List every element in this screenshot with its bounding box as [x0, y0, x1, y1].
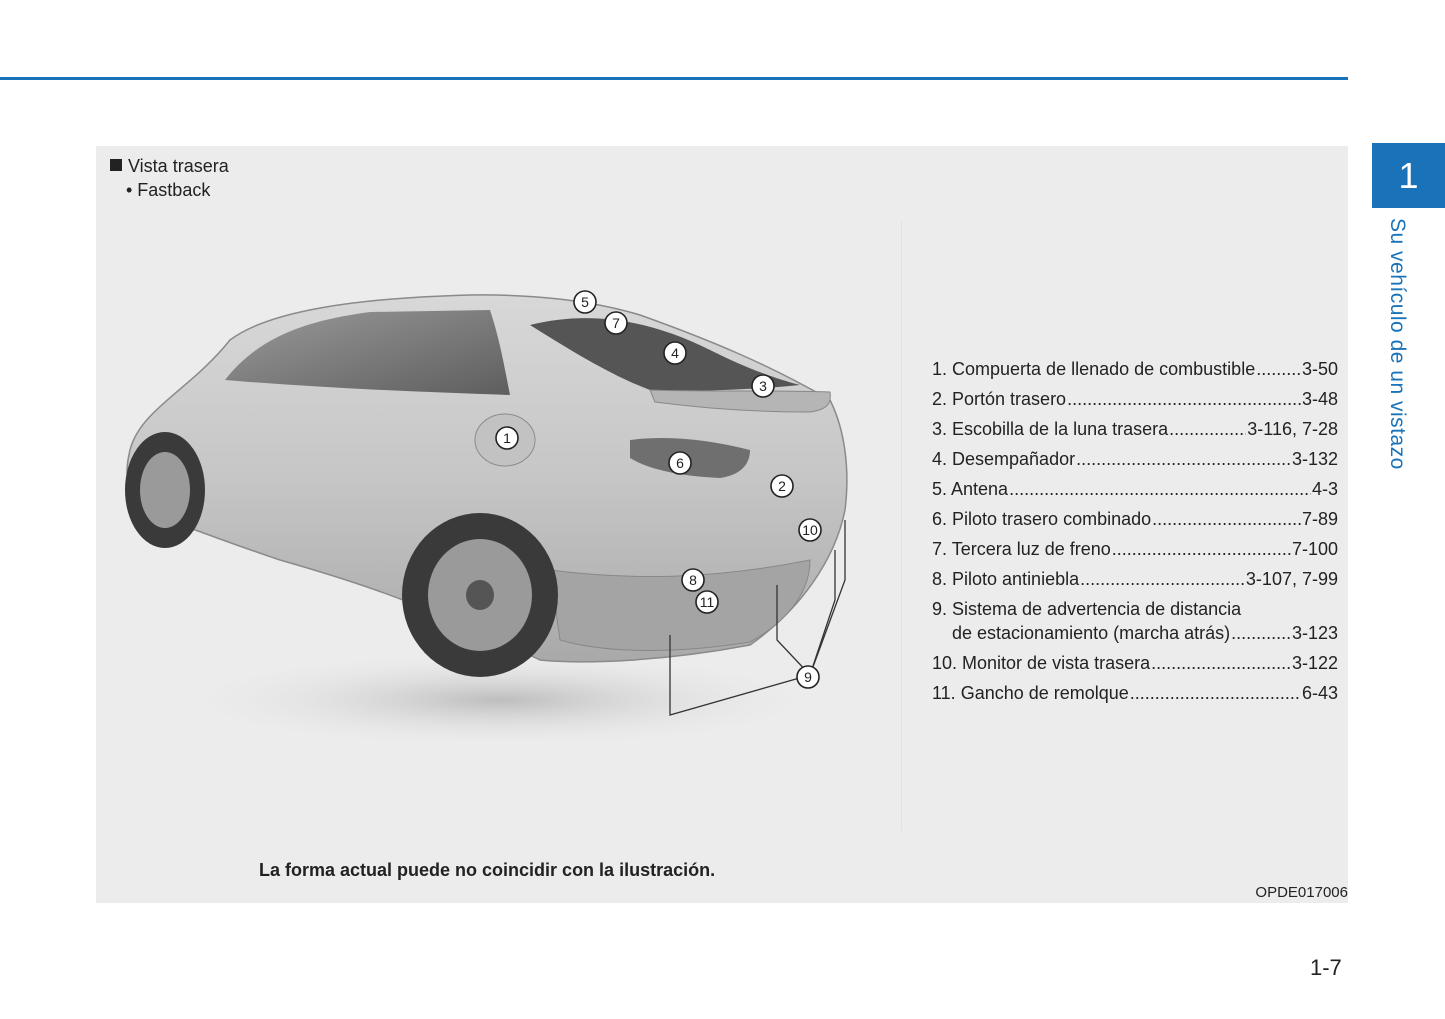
callout-11	[696, 591, 718, 613]
svg-text:9: 9	[804, 669, 812, 685]
callout-2	[771, 475, 793, 497]
callout-10	[799, 519, 821, 541]
illustration-caption: La forma actual puede no coincidir con la ilustración.	[259, 860, 716, 880]
legend-item: 5. Antena ..... 4-3	[932, 474, 1338, 504]
legend-item: 2. Portón trasero ..... 3-48	[932, 384, 1338, 414]
section-subheading: • Fastback	[126, 180, 211, 200]
svg-text:2: 2	[778, 478, 786, 494]
callout-3	[752, 375, 774, 397]
svg-text:5: 5	[581, 294, 589, 310]
legend-item: 10. Monitor de vista trasera ..... 3-122	[932, 648, 1338, 678]
callout-1	[496, 427, 518, 449]
legend-item: 1. Compuerta de llenado de combustible ..... 3-50	[932, 354, 1338, 384]
callout-7	[605, 312, 627, 334]
front-wheel	[125, 432, 205, 548]
parts-legend-list	[932, 354, 1338, 708]
car-rear-view-illustration	[110, 280, 870, 740]
panel-divider	[901, 221, 902, 831]
legend-item: 4. Desempañador ..... 3-132	[932, 444, 1338, 474]
chapter-title: Su vehículo de un vistazo	[1386, 218, 1409, 470]
legend-item: 8. Piloto antiniebla ..... 3-107, 7-99	[932, 564, 1338, 594]
svg-text:11: 11	[699, 594, 715, 610]
callout-8	[682, 569, 704, 591]
svg-text:8: 8	[689, 572, 697, 588]
svg-text:1: 1	[503, 430, 511, 446]
svg-text:7: 7	[612, 315, 620, 331]
legend-item: 3. Escobilla de la luna trasera ..... 3-116, 7-28	[932, 414, 1338, 444]
callout-4	[664, 342, 686, 364]
section-heading-text: Vista trasera	[128, 156, 229, 176]
square-bullet-icon	[110, 159, 122, 171]
rear-wheel	[402, 513, 558, 677]
callout-6	[669, 452, 691, 474]
callout-5	[574, 291, 596, 313]
callout-9	[797, 666, 819, 688]
page-number: 1-7	[1310, 955, 1342, 980]
section-heading	[110, 156, 229, 177]
image-code: OPDE017006	[1255, 884, 1348, 901]
legend-item: 7. Tercera luz de freno ..... 7-100	[932, 534, 1338, 564]
legend-item: 11. Gancho de remolque ..... 6-43	[932, 678, 1338, 708]
header-rule	[0, 77, 1348, 80]
svg-text:4: 4	[671, 345, 679, 361]
legend-item: 9. Sistema de advertencia de distancia de estacionamiento (marcha atrás) ..... 3-123	[932, 594, 1338, 648]
chapter-number-tab: 1	[1372, 143, 1445, 208]
legend-item: 6. Piloto trasero combinado ..... 7-89	[932, 504, 1338, 534]
svg-text:3: 3	[759, 378, 767, 394]
svg-text:6: 6	[676, 455, 684, 471]
svg-text:10: 10	[802, 522, 818, 538]
legend-item-line1: 9. Sistema de advertencia de distancia	[932, 599, 1242, 619]
